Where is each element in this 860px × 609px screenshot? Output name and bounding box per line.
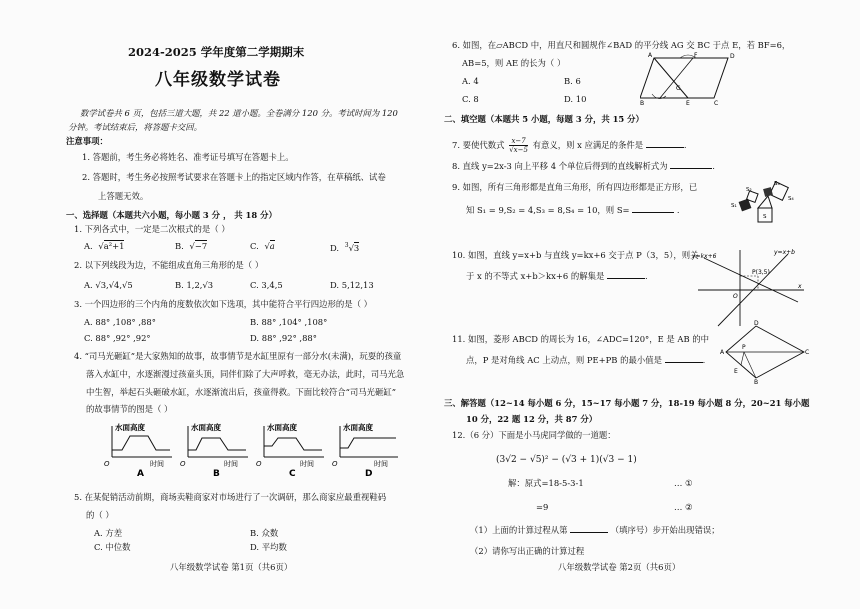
- q3-option-d: D. 88° ,92° ,88°: [250, 333, 317, 343]
- sqrt-icon: √: [98, 241, 104, 251]
- q3-option-c: C. 88° ,92° ,92°: [84, 333, 151, 343]
- fig-label: P(3,5): [752, 269, 770, 276]
- q2-stem: 2. 以下列线段为边，不能组成直角三角形的是（ ）: [74, 260, 264, 270]
- note-2b: 上答题无效。: [98, 191, 149, 201]
- intro-line-1: 数学试卷共 6 页，包括三道大题，共 22 道小题。全卷满分 120 分。考试时间为 120: [80, 108, 398, 118]
- q9-line-1: 9. 如图，所有三角形都是直角三角形，所有四边形都是正方形，已: [452, 182, 698, 192]
- fig-label: A: [720, 349, 725, 356]
- fig-label: B: [754, 379, 759, 384]
- q7-post: 有意义，则 x 应满足的条件是: [532, 140, 644, 150]
- sqrt-icon: √: [348, 242, 354, 253]
- graph-a: [104, 422, 172, 476]
- q5-line-2: 的（ ）: [86, 510, 114, 520]
- q9-line-2: 知 S₁ = 9,S₂ = 4,S₃ = 8,S₄ = 10，则 S= .: [466, 205, 680, 215]
- q7-fraction: [509, 137, 528, 154]
- note-1: 1. 答题前，考生务必将姓名、准考证号填写在答题卡上。: [82, 152, 294, 162]
- fig-label: S₂: [746, 187, 752, 193]
- q1-a-label: A.: [84, 241, 93, 251]
- q12-step-2: … ②: [674, 502, 693, 512]
- sqrt-icon: √: [189, 241, 195, 251]
- section3-title-1: 三、解答题（12~14 每小题 6 分，15~17 每小题 7 分，18-19 每小题 8 分，20~21 每小题: [444, 398, 810, 408]
- q2-option-c: C. 3,4,5: [250, 280, 283, 290]
- q8-text: 8. 直线 y=2x-3 向上平移 4 个单位后得到的直线解析式为: [452, 161, 668, 171]
- fig-label: S: [763, 214, 767, 220]
- q3-option-b: B. 88° ,104° ,108°: [250, 317, 328, 327]
- q10-line-2: 于 x 的不等式 x+b＞kx+6 的解集是 .: [466, 271, 648, 281]
- graph-b: [180, 422, 248, 476]
- fig-label: F: [694, 52, 698, 59]
- note-2a: 2. 答题时，考生务必按照考试要求在答题卡上的指定区域内作答，在草稿纸、试卷: [82, 172, 386, 182]
- q3-stem: 3. 一个四边形的三个内角的度数依次如下选项，其中能符合平行四边形的是（ ）: [74, 299, 373, 309]
- q7-pre: 7. 要使代数式: [452, 140, 505, 150]
- q1-a-value: a²+1: [103, 241, 125, 251]
- q12-expression: (3√2 − √5)² − (√3 + 1)(√3 − 1): [496, 455, 637, 465]
- section3-title-2: 10 分，22 题 12 分，共 87 分）: [466, 414, 598, 424]
- q7-answer-blank[interactable]: [646, 139, 684, 148]
- q12-sub-1: [470, 524, 720, 535]
- q11-line-2: 点，P 是对角线 AC 上动点，则 PE+PB 的最小值是 .: [466, 355, 706, 365]
- q6-figure: [640, 50, 740, 106]
- q3-option-a: A. 88° ,108° ,88°: [84, 317, 156, 327]
- graph-xlabel: 时间: [300, 460, 314, 468]
- sqrt-icon: √: [264, 241, 270, 251]
- q1-b-label: B.: [175, 241, 184, 251]
- q6-option-a: A. 4: [462, 76, 479, 86]
- q6-option-c: C. 8: [462, 94, 479, 104]
- q2-option-a: A. √3,√4,√5: [84, 280, 133, 290]
- q6-option-b: B. 6: [564, 76, 581, 86]
- q8-answer-blank[interactable]: [670, 160, 712, 169]
- fig-label: G: [676, 85, 681, 92]
- q1-b-value: −7: [194, 241, 208, 251]
- q7-denominator-wrap: [509, 146, 528, 154]
- section1-title: 一、选择题（本题共六小题，每小题 3 分 ， 共 18 分）: [66, 210, 277, 220]
- q1-option-a: [84, 241, 124, 251]
- q4-line-4: 的故事情节的图是（ ）: [86, 404, 173, 414]
- graph-origin: O: [180, 460, 186, 468]
- graph-ylabel: 水面高度: [343, 423, 373, 432]
- fig-label: P: [742, 344, 746, 351]
- q5-line-1: 5. 在某促销活动前期，商场卖鞋商家对市场进行了一次调研，那么商家应最重视鞋码: [74, 492, 387, 502]
- cube-index: 3: [344, 242, 349, 249]
- fig-label: C: [805, 349, 810, 356]
- footer-left: 八年级数学试卷 第1页（共6页）: [170, 562, 293, 572]
- q10-text: 于 x 的不等式 x+b＞kx+6 的解集是: [466, 271, 605, 281]
- fig-label: y=kx+6: [692, 253, 717, 260]
- q1-option-c: [250, 241, 275, 251]
- q9-figure: [728, 178, 800, 234]
- fig-label: S₃: [774, 181, 780, 187]
- fig-label: y=x+b: [774, 249, 795, 256]
- q12-sub-1-post: （填序号）步开始出现错误；: [610, 525, 720, 535]
- q9-answer-blank[interactable]: [632, 204, 674, 213]
- q6-option-d: D. 10: [564, 94, 587, 104]
- q12-solution-2: =9: [536, 502, 549, 512]
- q1-c-value: a: [269, 241, 275, 251]
- fig-label: D: [754, 320, 759, 327]
- q4-line-3: 中生智，举起石头砸破水缸，水逐渐流出后，孩童得救。下面比较符合“司马光砸缸”: [86, 387, 397, 397]
- fig-label: B: [640, 100, 645, 106]
- q5-option-c: C. 中位数: [94, 542, 131, 552]
- q9-text: 知 S₁ = 9,S₂ = 4,S₃ = 8,S₄ = 10，则 S=: [466, 205, 630, 215]
- q8: 8. 直线 y=2x-3 向上平移 4 个单位后得到的直线解析式为 .: [452, 161, 715, 171]
- graph-xlabel: 时间: [224, 460, 238, 468]
- q4-line-1: 4. “司马光砸缸”是大家熟知的故事，故事情节是水缸里原有一部分水(未满)，玩耍的孩童: [74, 351, 402, 361]
- q12-step-1: … ①: [674, 478, 693, 488]
- q5-option-b: B. 众数: [250, 528, 279, 538]
- q10-line-1: 10. 如图，直线 y=x+b 与直线 y=kx+6 交于点 P（3，5），则关: [452, 250, 699, 260]
- q1-option-d: [330, 241, 359, 253]
- q12-solution-1: 解：原式=18-5-3-1: [508, 478, 584, 488]
- graph-d: [332, 422, 398, 476]
- q1-option-b: [175, 241, 207, 251]
- graph-xlabel: 时间: [150, 460, 164, 468]
- graph-label: C: [289, 469, 296, 476]
- fig-label: E: [734, 368, 738, 375]
- graph-origin: O: [332, 460, 338, 468]
- q1-stem: 1. 下列各式中，一定是二次根式的是（ ）: [74, 224, 230, 234]
- q6-line-2: AB=5，则 AE 的长为（ ）: [462, 58, 566, 68]
- q2-option-d: D. 5,12,13: [330, 280, 374, 290]
- fig-label: E: [686, 100, 690, 106]
- q5-option-a: A. 方差: [94, 528, 123, 538]
- q12-sub-2: （2）请你写出正确的计算过程: [470, 546, 585, 556]
- q5-option-d: D. 平均数: [250, 542, 287, 552]
- footer-right: 八年级数学试卷 第2页（共6页）: [558, 562, 681, 572]
- q7-numerator: x−7: [509, 137, 528, 146]
- q10-answer-blank[interactable]: [607, 270, 645, 279]
- graph-ylabel: 水面高度: [267, 423, 297, 432]
- fig-label: C: [714, 100, 719, 106]
- graph-label: A: [137, 469, 144, 476]
- q12-sub-1-text: （1）上面的计算过程从第: [470, 525, 568, 535]
- q7-denominator: x−5: [513, 146, 528, 154]
- section2-title: 二、填空题（本题共 5 小题，每题 3 分，共 15 分）: [444, 114, 644, 124]
- graph-label: D: [365, 469, 373, 476]
- sqrt-icon: √: [509, 146, 514, 154]
- exam-title: 八年级数学试卷: [155, 70, 281, 90]
- fig-label: O: [733, 293, 738, 300]
- q4-line-2: 落入水缸中，水逐渐漫过孩童头顶，同伴们除了大声呼救，毫无办法，此时，司马光急: [86, 369, 405, 379]
- graph-ylabel: 水面高度: [191, 423, 221, 432]
- q12-sub-1-blank[interactable]: [570, 524, 608, 533]
- q11-text: 点，P 是对角线 AC 上动点，则 PE+PB 的最小值是: [466, 355, 662, 365]
- q1-c-label: C.: [250, 241, 259, 251]
- fig-label: S₄: [788, 196, 794, 202]
- graph-origin: O: [256, 460, 262, 468]
- q1-d-label: D.: [330, 242, 340, 253]
- graph-origin: O: [104, 460, 110, 468]
- graph-c: [256, 422, 324, 476]
- fig-label: D: [730, 53, 735, 60]
- intro-line-2: 分钟。考试结束后，将答题卡交回。: [68, 122, 202, 132]
- graph-xlabel: 时间: [374, 460, 388, 468]
- q2-option-b: B. 1,2,√3: [175, 280, 214, 290]
- fig-label: A: [648, 52, 653, 59]
- year-title: 2024-2025 学年度第二学期期末: [128, 45, 305, 59]
- fig-label: S₁: [731, 203, 737, 209]
- q7: 7. 要使代数式 $\frac{x-7}{√x-5}$ 有意义，则 x 应满足的条件是 .: [452, 137, 687, 154]
- fig-label: x: [798, 283, 802, 290]
- q12-stem: 12.（6 分）下面是小马虎同学做的一道题：: [452, 430, 616, 440]
- notes-title: 注意事项：: [66, 136, 108, 146]
- graph-label: B: [213, 469, 220, 476]
- q10-figure: [690, 246, 806, 328]
- q4-graphs: [100, 420, 400, 476]
- q1-d-value: 3: [353, 242, 360, 253]
- q11-answer-blank[interactable]: [665, 354, 703, 363]
- q11-figure: [720, 320, 810, 384]
- q11-line-1: 11. 如图，菱形 ABCD 的周长为 16，∠ADC=120°，E 是 AB 的中: [452, 334, 710, 344]
- graph-ylabel: 水面高度: [115, 423, 145, 432]
- q6-line-1: 6. 如图，在▱ABCD 中，用直尺和圆规作∠BAD 的平分线 AG 交 BC 于点 E，若 BF=6，: [452, 40, 791, 50]
